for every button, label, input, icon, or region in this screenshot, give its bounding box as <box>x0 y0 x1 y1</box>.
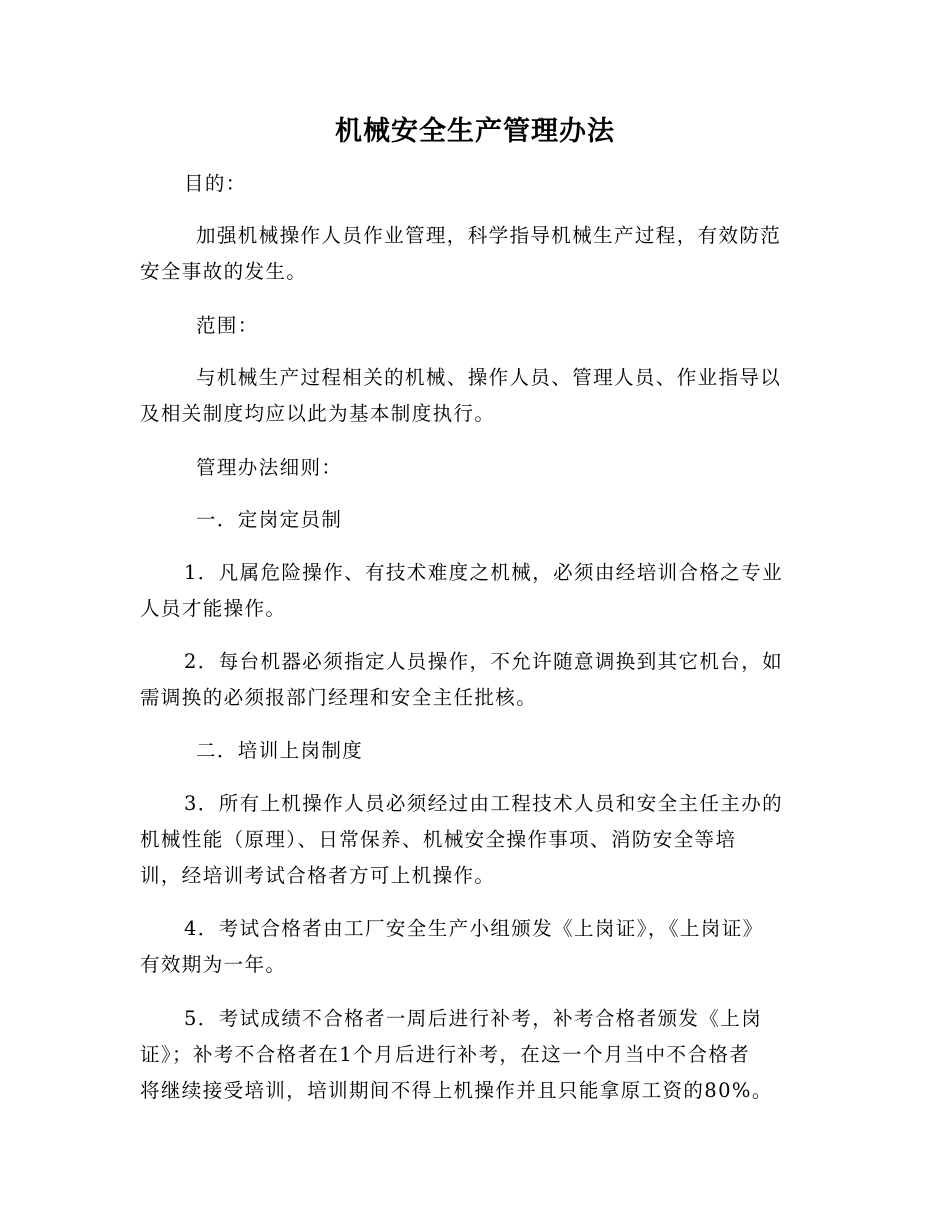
text-line: 与机械生产过程相关的机械、操作人员、管理人员、作业指导以 <box>196 366 782 389</box>
text-line: 加强机械操作人员作业管理，科学指导机械生产过程，有效防范 <box>196 224 782 247</box>
rule-item-1 <box>140 555 805 627</box>
text-line: 管理办法细则： <box>196 456 343 479</box>
text-line: 5．考试成绩不合格者一周后进行补考，补考合格者颁发《上岗 <box>184 1007 763 1030</box>
text-line: 将继续接受培训，培训期间不得上机操作并且只能拿原工资的80%。 <box>140 1079 773 1102</box>
rule-item-3 <box>140 786 805 894</box>
section-heading-2 <box>140 733 805 769</box>
rule-item-4 <box>140 911 805 983</box>
paragraph-purpose-heading <box>140 166 849 202</box>
text-line: 一．定岗定员制 <box>196 508 343 531</box>
paragraph-scope-body <box>140 360 805 432</box>
paragraph-rules-heading <box>140 450 805 486</box>
rule-item-5 <box>140 1001 805 1109</box>
text-line: 安全事故的发生。 <box>140 260 308 283</box>
text-line: 4．考试合格者由工厂安全生产小组颁发《上岗证》，《上岗证》 <box>184 917 764 940</box>
document-title: 机械安全生产管理办法 <box>335 116 615 147</box>
text-line: 机械性能（原理）、日常保养、机械安全操作事项、消防安全等培 <box>140 828 737 851</box>
text-line: 需调换的必须报部门经理和安全主任批核。 <box>140 686 538 709</box>
text-line: 证》；补考不合格者在1个月后进行补考，在这一个月当中不合格者 <box>140 1043 751 1066</box>
text-line: 二．培训上岗制度 <box>196 739 364 762</box>
rule-item-2 <box>140 644 805 716</box>
text-line: 3．所有上机操作人员必须经过由工程技术人员和安全主任主办的 <box>184 792 784 815</box>
text-line: 有效期为一年。 <box>140 953 287 976</box>
text-line: 目的： <box>184 172 247 195</box>
text-line: 2．每台机器必须指定人员操作，不允许随意调换到其它机台，如 <box>184 650 784 673</box>
text-line: 范围： <box>196 314 259 337</box>
paragraph-scope-heading <box>140 308 805 344</box>
text-line: 及相关制度均应以此为基本制度执行。 <box>140 402 496 425</box>
text-line: 人员才能操作。 <box>140 597 287 620</box>
text-line: 1．凡属危险操作、有技术难度之机械，必须由经培训合格之专业 <box>184 561 784 584</box>
paragraph-purpose-body <box>140 218 805 290</box>
text-line: 训，经培训考试合格者方可上机操作。 <box>140 864 496 887</box>
section-heading-1 <box>140 502 805 538</box>
